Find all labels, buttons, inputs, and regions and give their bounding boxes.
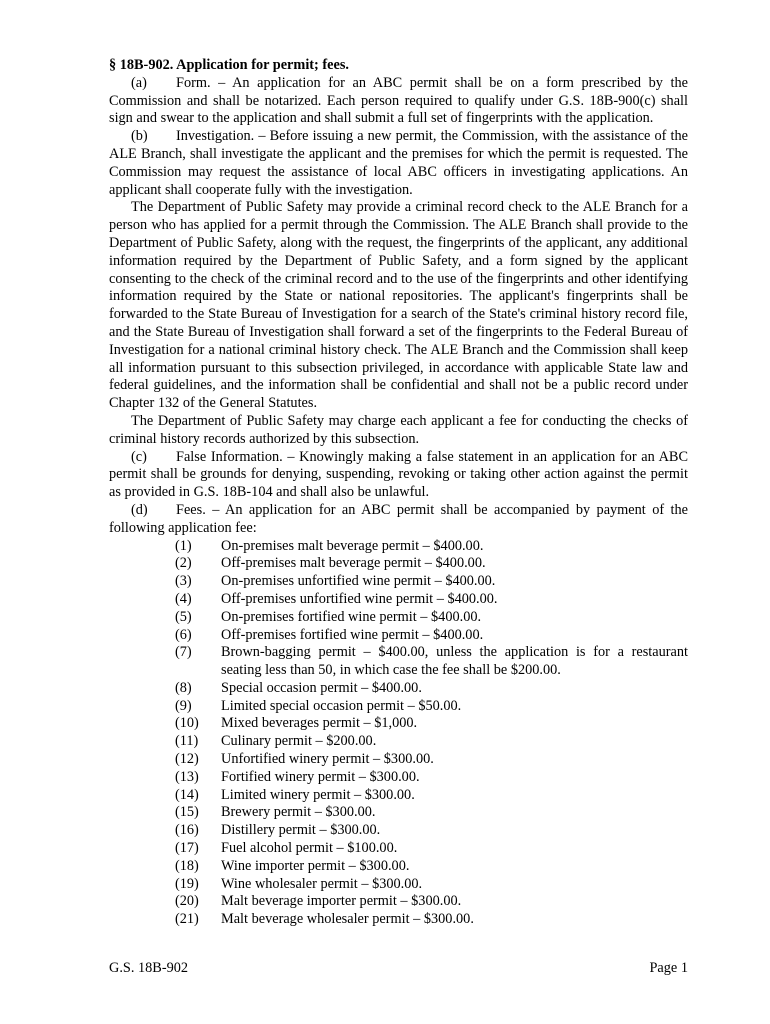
list-item-number: (8) <box>175 679 192 696</box>
subsection-label: (a) <box>131 74 147 91</box>
list-item-text: Mixed beverages permit – $1,000. <box>221 715 418 732</box>
list-item <box>109 769 688 787</box>
list-item <box>109 751 688 769</box>
list-item-number: (3) <box>175 573 192 590</box>
list-item-text: Culinary permit – $200.00. <box>221 733 377 750</box>
list-item <box>109 573 688 591</box>
list-item-text: Off-premises unfortified wine permit – $400.00. <box>221 590 498 607</box>
list-item <box>109 893 688 911</box>
list-item-number: (7) <box>175 644 192 661</box>
list-item-number: (4) <box>175 590 192 607</box>
subsection-c <box>109 449 688 502</box>
subsection-text: Form. – An application for an ABC permit shall be on a form prescribed by the Commission and shall be notarized. Each person required to qualify under G.S. 18B-900(c) shall sign and swear to the application and shall submit a full set of fingerprints with the application. <box>109 74 688 127</box>
list-item-text: Wine importer permit – $300.00. <box>221 857 410 874</box>
list-item <box>109 911 688 929</box>
list-item-number: (1) <box>175 537 192 554</box>
list-item-text: Distillery permit – $300.00. <box>221 822 381 839</box>
list-item-text: On-premises unfortified wine permit – $400.00. <box>221 573 496 590</box>
list-item-text: Brewery permit – $300.00. <box>221 804 376 821</box>
list-item-number: (18) <box>175 857 199 874</box>
section-title: § 18B-902. Application for permit; fees. <box>109 57 349 73</box>
subsection-label: (d) <box>131 501 148 518</box>
list-item <box>109 840 688 858</box>
list-item-text: Wine wholesaler permit – $300.00. <box>221 875 423 892</box>
list-item <box>109 876 688 894</box>
list-item-text: Fortified winery permit – $300.00. <box>221 768 420 785</box>
list-item-text: Malt beverage wholesaler permit – $300.00. <box>221 911 474 928</box>
paragraph-criminal-record-check: The Department of Public Safety may provide a criminal record check to the ALE Branch for a person who has applied for a permit through the Commission. The ALE Branch shall provide to the Department of Public Safety, along with the request, the fingerprints of the applicant, any additional information required by the Department of Public Safety, and a form signed by the applicant consenting to the check of the criminal record and to the use of the fingerprints and other identifying information required by the State or national repositories. The applicant's fingerprints shall be forwarded to the State Bureau of Investigation for a search of the State's criminal history record file, and the State Bureau of Investigation shall forward a set of the fingerprints to the Federal Bureau of Investigation for a national criminal history check. The ALE Branch and the Commission shall keep all information pursuant to this subsection privileged, in accordance with applicable State law and federal guidelines, and the information shall be confidential and shall not be a public record under Chapter 132 of the General Statutes. <box>109 199 688 412</box>
list-item-text: Unfortified winery permit – $300.00. <box>221 751 434 768</box>
list-item-number: (2) <box>175 555 192 572</box>
subsection-label: (c) <box>131 448 147 465</box>
list-item-number: (20) <box>175 893 199 910</box>
list-item-text: On-premises fortified wine permit – $400.00. <box>221 608 482 625</box>
list-item-number: (13) <box>175 768 199 785</box>
list-item <box>109 858 688 876</box>
list-item <box>109 680 688 698</box>
subsection-label: (b) <box>131 128 148 145</box>
list-item <box>109 822 688 840</box>
list-item-number: (5) <box>175 608 192 625</box>
list-item-text: Off-premises malt beverage permit – $400.00. <box>221 555 486 572</box>
subsection-d <box>109 502 688 538</box>
fee-list <box>109 538 688 930</box>
list-item-number: (15) <box>175 804 199 821</box>
subsection-a <box>109 75 688 128</box>
list-item-number: (11) <box>175 733 199 750</box>
list-item <box>109 609 688 627</box>
list-item-text: Special occasion permit – $400.00. <box>221 679 422 696</box>
list-item <box>109 715 688 733</box>
subsection-text: Investigation. – Before issuing a new permit, the Commission, with the assistance of the ALE Branch, shall investigate the applicant and the premises for which the permit is requested. The Commission may request the assistance of local ABC officers in investigating applications. An applicant shall cooperate fully with the investigation. <box>109 128 688 198</box>
list-item <box>109 627 688 645</box>
list-item-number: (16) <box>175 822 199 839</box>
list-item-text: On-premises malt beverage permit – $400.00. <box>221 537 484 554</box>
footer-citation: G.S. 18B-902 <box>109 960 189 976</box>
list-item-text: Brown-bagging permit – $400.00, unless the application is for a restaurant seating less than 50, in which case the fee shall be $200.00. <box>221 644 688 679</box>
subsection-b <box>109 128 688 199</box>
list-item <box>109 591 688 609</box>
list-item <box>109 787 688 805</box>
list-item-text: Off-premises fortified wine permit – $400.00. <box>221 626 484 643</box>
list-item-number: (12) <box>175 751 199 768</box>
list-item-number: (19) <box>175 875 199 892</box>
list-item-number: (21) <box>175 911 199 928</box>
list-item-number: (6) <box>175 626 192 643</box>
list-item-number: (14) <box>175 786 199 803</box>
list-item-number: (10) <box>175 715 199 732</box>
list-item <box>109 555 688 573</box>
list-item-number: (17) <box>175 840 199 857</box>
paragraph-check-fee: The Department of Public Safety may charge each applicant a fee for conducting the checks of criminal history records authorized by this subsection. <box>109 412 688 447</box>
list-item-text: Malt beverage importer permit – $300.00. <box>221 893 462 910</box>
list-item <box>109 698 688 716</box>
document-body <box>109 57 688 929</box>
subsection-text: False Information. – Knowingly making a false statement in an application for an ABC permit shall be grounds for denying, suspending, revoking or taking other action against the permit as provided in G.S. 18B-104 and shall also be unlawful. <box>109 448 688 501</box>
page-number: Page 1 <box>649 960 688 976</box>
list-item <box>109 538 688 556</box>
list-item-text: Limited special occasion permit – $50.00. <box>221 697 462 714</box>
list-item <box>109 733 688 751</box>
subsection-text: Fees. – An application for an ABC permit shall be accompanied by payment of the following application fee: <box>109 501 688 536</box>
list-item <box>109 804 688 822</box>
list-item-text: Fuel alcohol permit – $100.00. <box>221 840 398 857</box>
list-item-number: (9) <box>175 697 192 714</box>
list-item-text: Limited winery permit – $300.00. <box>221 786 415 803</box>
list-item <box>109 644 688 680</box>
